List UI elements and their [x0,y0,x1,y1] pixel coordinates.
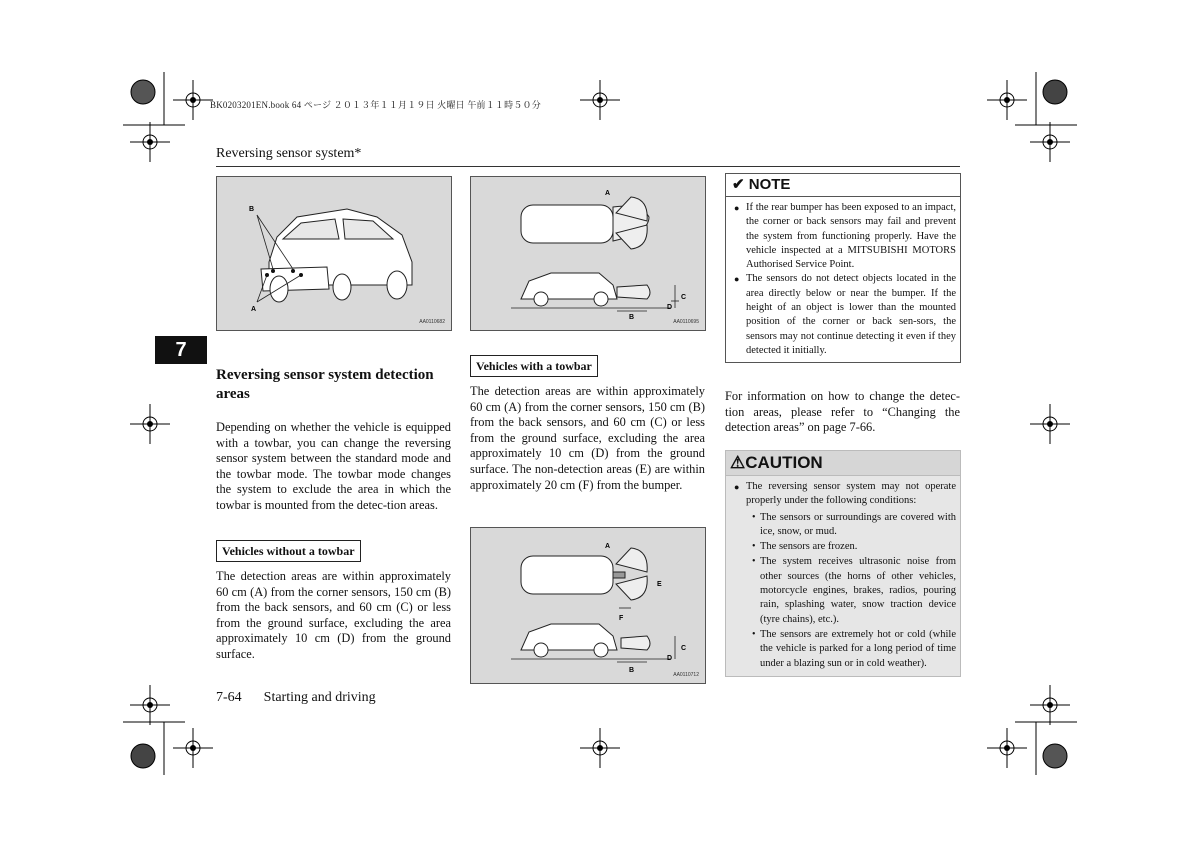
fig2-label-a: A [605,190,611,197]
caution-sub-item: • The sensors are extremely hot or cold (while the vehicle is parked for a long period of time under a blazing sun or in cold weather). [752,628,956,671]
caution-item-text: The reversing sensor system may not operate properly under the following conditions: [746,481,956,507]
label-without-towbar: Vehicles without a towbar [216,540,361,562]
print-job-header: BK0203201EN.book 64 ページ ２０１３年１１月１９日 火曜日 午前１１時５０分 [210,100,541,110]
info-paragraph: For information on how to change the detec-tion areas, please refer to “Changing the detection areas” on page 7-66. [725,389,960,435]
without-towbar-paragraph: The detection areas are within approximately 60 cm (A) from the corner sensors, 150 cm (B) from the back sensors, and 60 cm (C) or less from the ground surface, excluding the area approximately 10 cm (D) from the ground surface. [216,569,451,661]
section-heading: Reversing sensor system detection areas [216,367,434,402]
fig3-label-b: B [629,667,635,674]
note-title [726,174,960,197]
caution-sub-item: • The sensors or surroundings are covered with ice, snow, or mud. [752,511,956,540]
intro-paragraph: Depending on whether the vehicle is equipped with a towbar, you can change the reversing sensor system between the standard mode and the towbar mode. The towbar mode changes the system to exclude the area in which the towbar is mounted from the detec-tion areas. [216,420,451,512]
running-head: Reversing sensor system* [216,146,362,161]
caution-title-text: CAUTION [745,453,823,472]
towbar-detection-diagram [471,528,705,683]
fig3-label-c: C [681,645,687,652]
fig2-label-d: D [667,304,673,311]
fig3-label-a: A [605,543,611,550]
car-rear-illustration [217,177,451,330]
fig3-label-d: D [667,655,673,662]
with-towbar-paragraph: The detection areas are within approximately 60 cm (A) from the corner sensors, 150 cm (B) from the back sensors, and 60 cm (C) or less from the ground surface, excluding the area approximately 10 cm (D) from the ground surface. The non-detection areas (E) are within approximately 20 cm (F) from the bumper. [470,384,705,492]
fig3-label-f: F [619,615,624,622]
fig2-label-c: C [681,294,687,301]
fig1-label-b: B [249,206,255,213]
fig2-label-b: B [629,314,635,321]
figure-code: AA0110712 [673,672,699,678]
footer-section: Starting and driving [263,690,376,705]
note-item: ● If the rear bumper has been exposed to an impact, the corner or back sensors may fail and prevent the system from functioning properly. Have the vehicle inspected at a MITSUBISHI MOTORS Authorised Service Point. [734,201,956,272]
caution-sub-item: • The sensors are frozen. [752,540,956,554]
detection-area-diagram [471,177,705,330]
caution-box [725,450,961,677]
figure-detection-areas-no-towbar [470,176,706,331]
caution-sub-item: • The system receives ultrasonic noise from other sources (the horns of other vehicles, motorcycle engines, brakes, radios, pouring rain, splashing water, snow traction device (tyre chains), etc.). [752,555,956,626]
caution-title [726,451,960,476]
chapter-tab: 7 [155,336,207,364]
header-rule [216,166,960,167]
note-icon: ✔︎ [732,176,745,193]
figure-detection-areas-towbar [470,527,706,684]
note-title-text: NOTE [748,176,791,193]
fig3-label-e: E [657,581,662,588]
fig1-label-a: A [251,306,257,313]
caution-item [734,480,956,671]
note-box [725,173,961,363]
page-number: 7-64 [216,690,242,705]
label-with-towbar: Vehicles with a towbar [470,355,598,377]
figure-code: AA0110682 [419,319,445,325]
figure-sensor-locations [216,176,452,331]
page-footer [216,690,398,706]
note-item: ● The sensors do not detect objects located in the area directly below or near the bumper. If the height of an object is lower than the mounted position of the corner or back sen-sors, the sensors may not continue detecting it even if they detected it initially. [734,272,956,358]
warning-triangle-icon: ⚠︎ [730,453,746,472]
figure-code: AA0110695 [673,319,699,325]
